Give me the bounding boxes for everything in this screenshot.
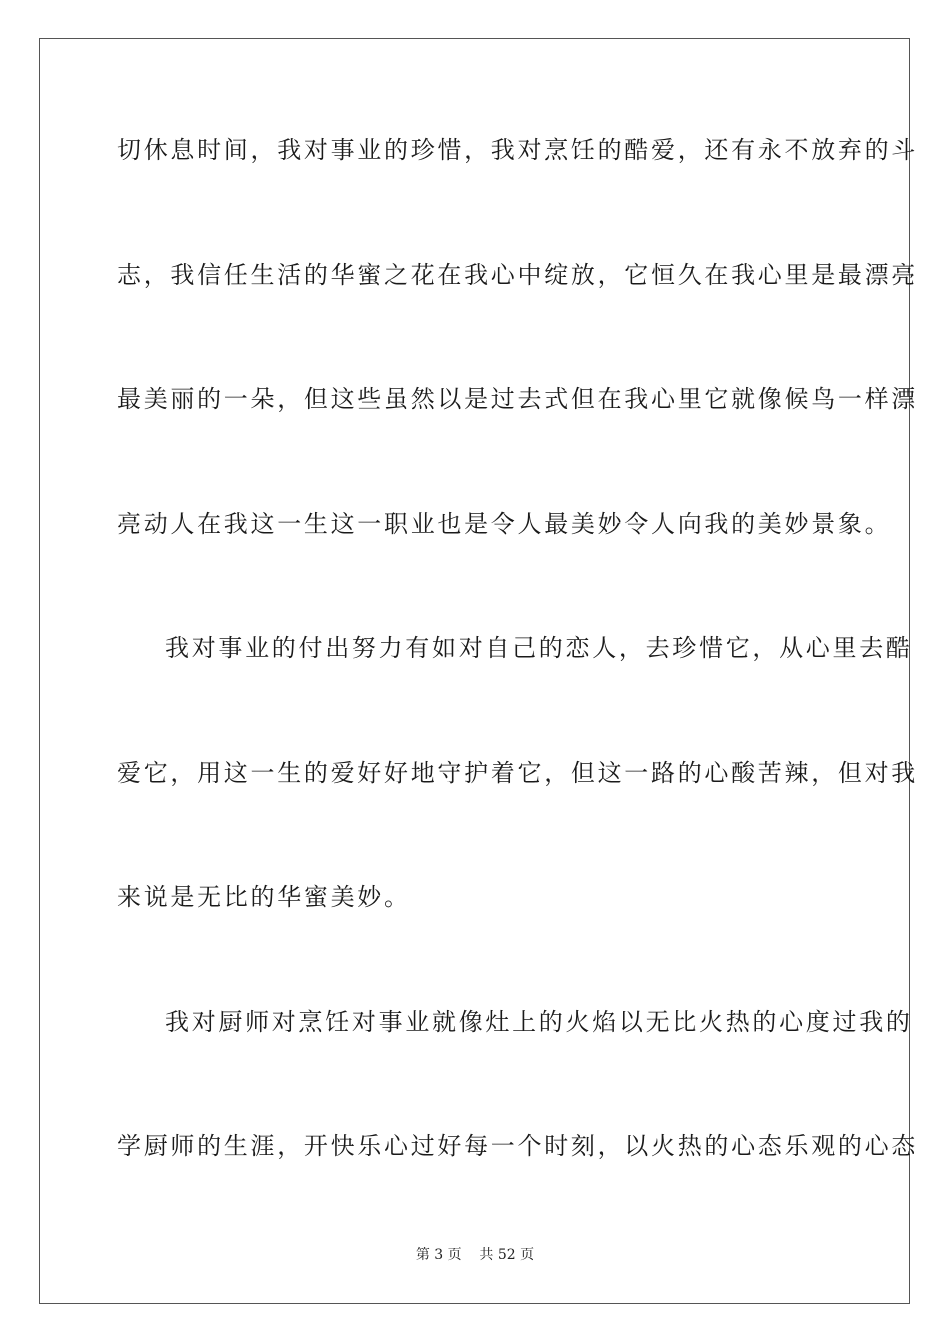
text-line: 志，我信任生活的华蜜之花在我心中绽放，它恒久在我心里是最漂亮 <box>117 261 918 289</box>
text-line: 最美丽的一朵，但这些虽然以是过去式但在我心里它就像候鸟一样漂 <box>117 385 918 413</box>
text-line: 切休息时间，我对事业的珍惜，我对烹饪的酷爱，还有永不放弃的斗 <box>117 136 918 164</box>
text-line: 亮动人在我这一生这一职业也是令人最美妙令人向我的美妙景象。 <box>117 510 892 538</box>
page-number-footer: 第 3 页 共 52 页 <box>415 1247 535 1263</box>
text-line: 学厨师的生涯，开快乐心过好每一个时刻，以火热的心态乐观的心态 <box>117 1132 918 1160</box>
text-line: 我对事业的付出努力有如对自己的恋人，去珍惜它，从心里去酷 <box>165 634 913 662</box>
page-border <box>39 38 918 1304</box>
text-line: 爱它，用这一生的爱好好地守护着它，但这一路的心酸苦辣，但对我 <box>117 759 918 787</box>
text-line: 我对厨师对烹饪对事业就像灶上的火焰以无比火热的心度过我的 <box>165 1008 913 1036</box>
text-line: 来说是无比的华蜜美妙。 <box>117 883 411 911</box>
